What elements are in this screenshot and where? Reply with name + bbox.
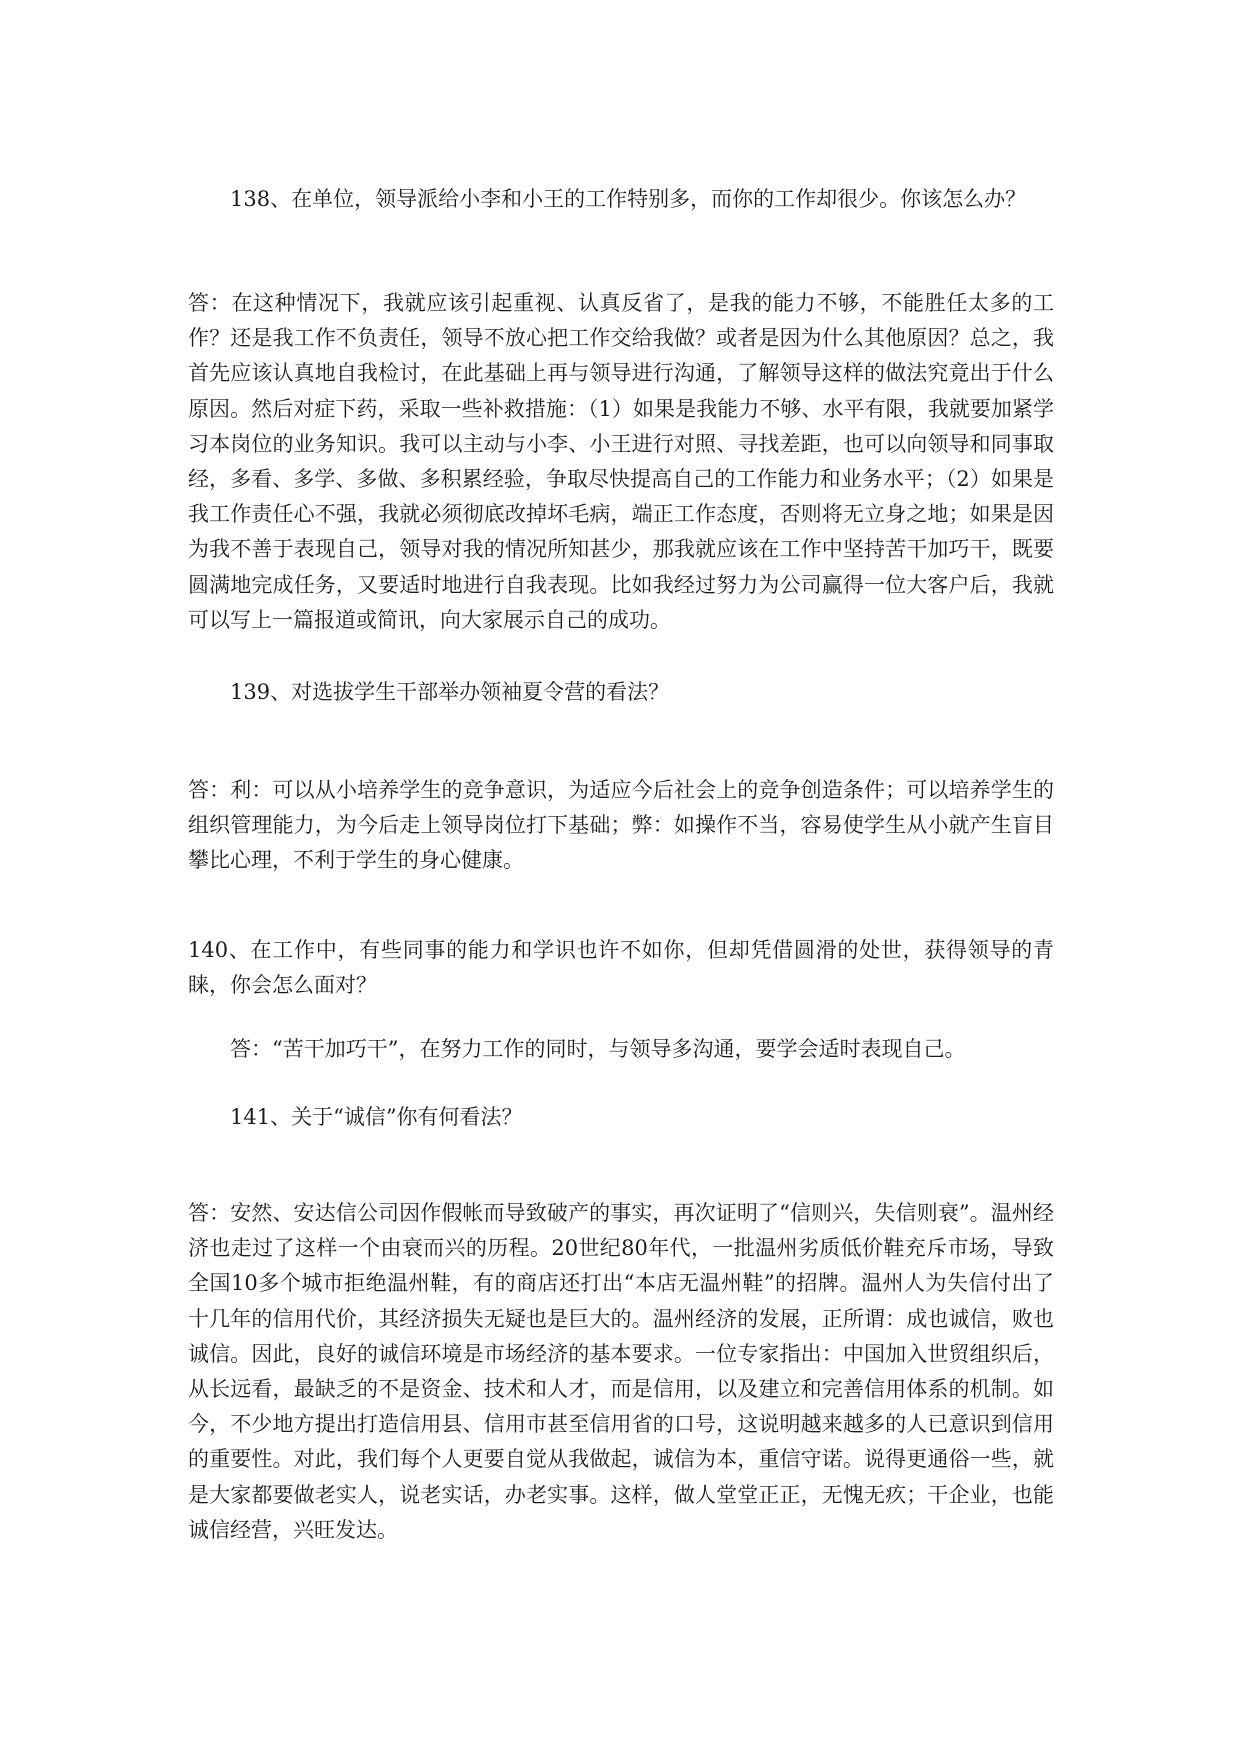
question-141: 141、关于“诚信”你有何看法？ bbox=[230, 1105, 523, 1129]
answer-141: 答：安然、安达信公司因作假帐而导致破产的事实，再次证明了“信则兴，失信则衰”。温州经济也走过了这样一个由衰而兴的历程。20世纪80年代，一批温州劣质低价鞋充斥市场，导致全国10多个城市拒绝温州鞋，有的商店还打出“本店无温州鞋”的招牌。温州人为失信付出了十几年的信用代价，其经济损失无疑也是巨大的。温州经济的发展，正所谓：成也诚信，败也诚信。因此，良好的诚信环境是市场经济的基本要求。一位专家指出：中国加入世贸组织后，从长远看，最缺乏的不是资金、技术和人才，而是信用，以及建立和完善信用体系的机制。如今，不少地方提出打造信用县、信用市甚至信用省的口号，这说明越来越多的人已意识到信用的重要性。对此，我们每个人更要自觉从我做起，诚信为本，重信守诺。说得更通俗一些，就是大家都要做老实人，说老实话，办老实事。这样，做人堂堂正正，无愧无疚；干企业，也能诚信经营，兴旺发达。 bbox=[188, 1201, 1054, 1542]
answer-140: 答：“苦干加巧干”，在努力工作的同时，与领导多沟通，要学会适时表现自己。 bbox=[230, 1037, 966, 1061]
answer-138: 答：在这种情况下，我就应该引起重视、认真反省了，是我的能力不够，不能胜任太多的工作？还是我工作不负责任，领导不放心把工作交给我做？或者是因为什么其他原因？总之，我首先应该认真地自我检讨，在此基础上再与领导进行沟通，了解领导这样的做法究竟出于什么原因。然后对症下药，采取一些补救措施：（1）如果是我能力不够、水平有限，我就要加紧学习本岗位的业务知识。我可以主动与小李、小王进行对照、寻找差距，也可以向领导和同事取经，多看、多学、多做、多积累经验，争取尽快提高自己的工作能力和业务水平；（2）如果是我工作责任心不强，我就必须彻底改掉坏毛病，端正工作态度，否则将无立身之地；如果是因为我不善于表现自己，领导对我的情况所知甚少，那我就应该在工作中坚持苦干加巧干，既要圆满地完成任务，又要适时地进行自我表现。比如我经过努力为公司赢得一位大客户后，我就可以写上一篇报道或简讯，向大家展示自己的成功。 bbox=[188, 291, 1054, 632]
question-140: 140、在工作中，有些同事的能力和学识也许不如你，但却凭借圆滑的处世，获得领导的青睐，你会怎么面对？ bbox=[188, 938, 1054, 998]
question-139: 139、对选拔学生干部举办领袖夏令营的看法？ bbox=[230, 680, 670, 704]
question-138: 138、在单位，领导派给小李和小王的工作特别多，而你的工作却很少。你该怎么办？ bbox=[230, 187, 1027, 211]
answer-139: 答：利：可以从小培养学生的竞争意识，为适应今后社会上的竞争创造条件；可以培养学生的组织管理能力，为今后走上领导岗位打下基础；弊：如操作不当，容易使学生从小就产生盲目攀比心理，不利于学生的身心健康。 bbox=[188, 778, 1054, 873]
